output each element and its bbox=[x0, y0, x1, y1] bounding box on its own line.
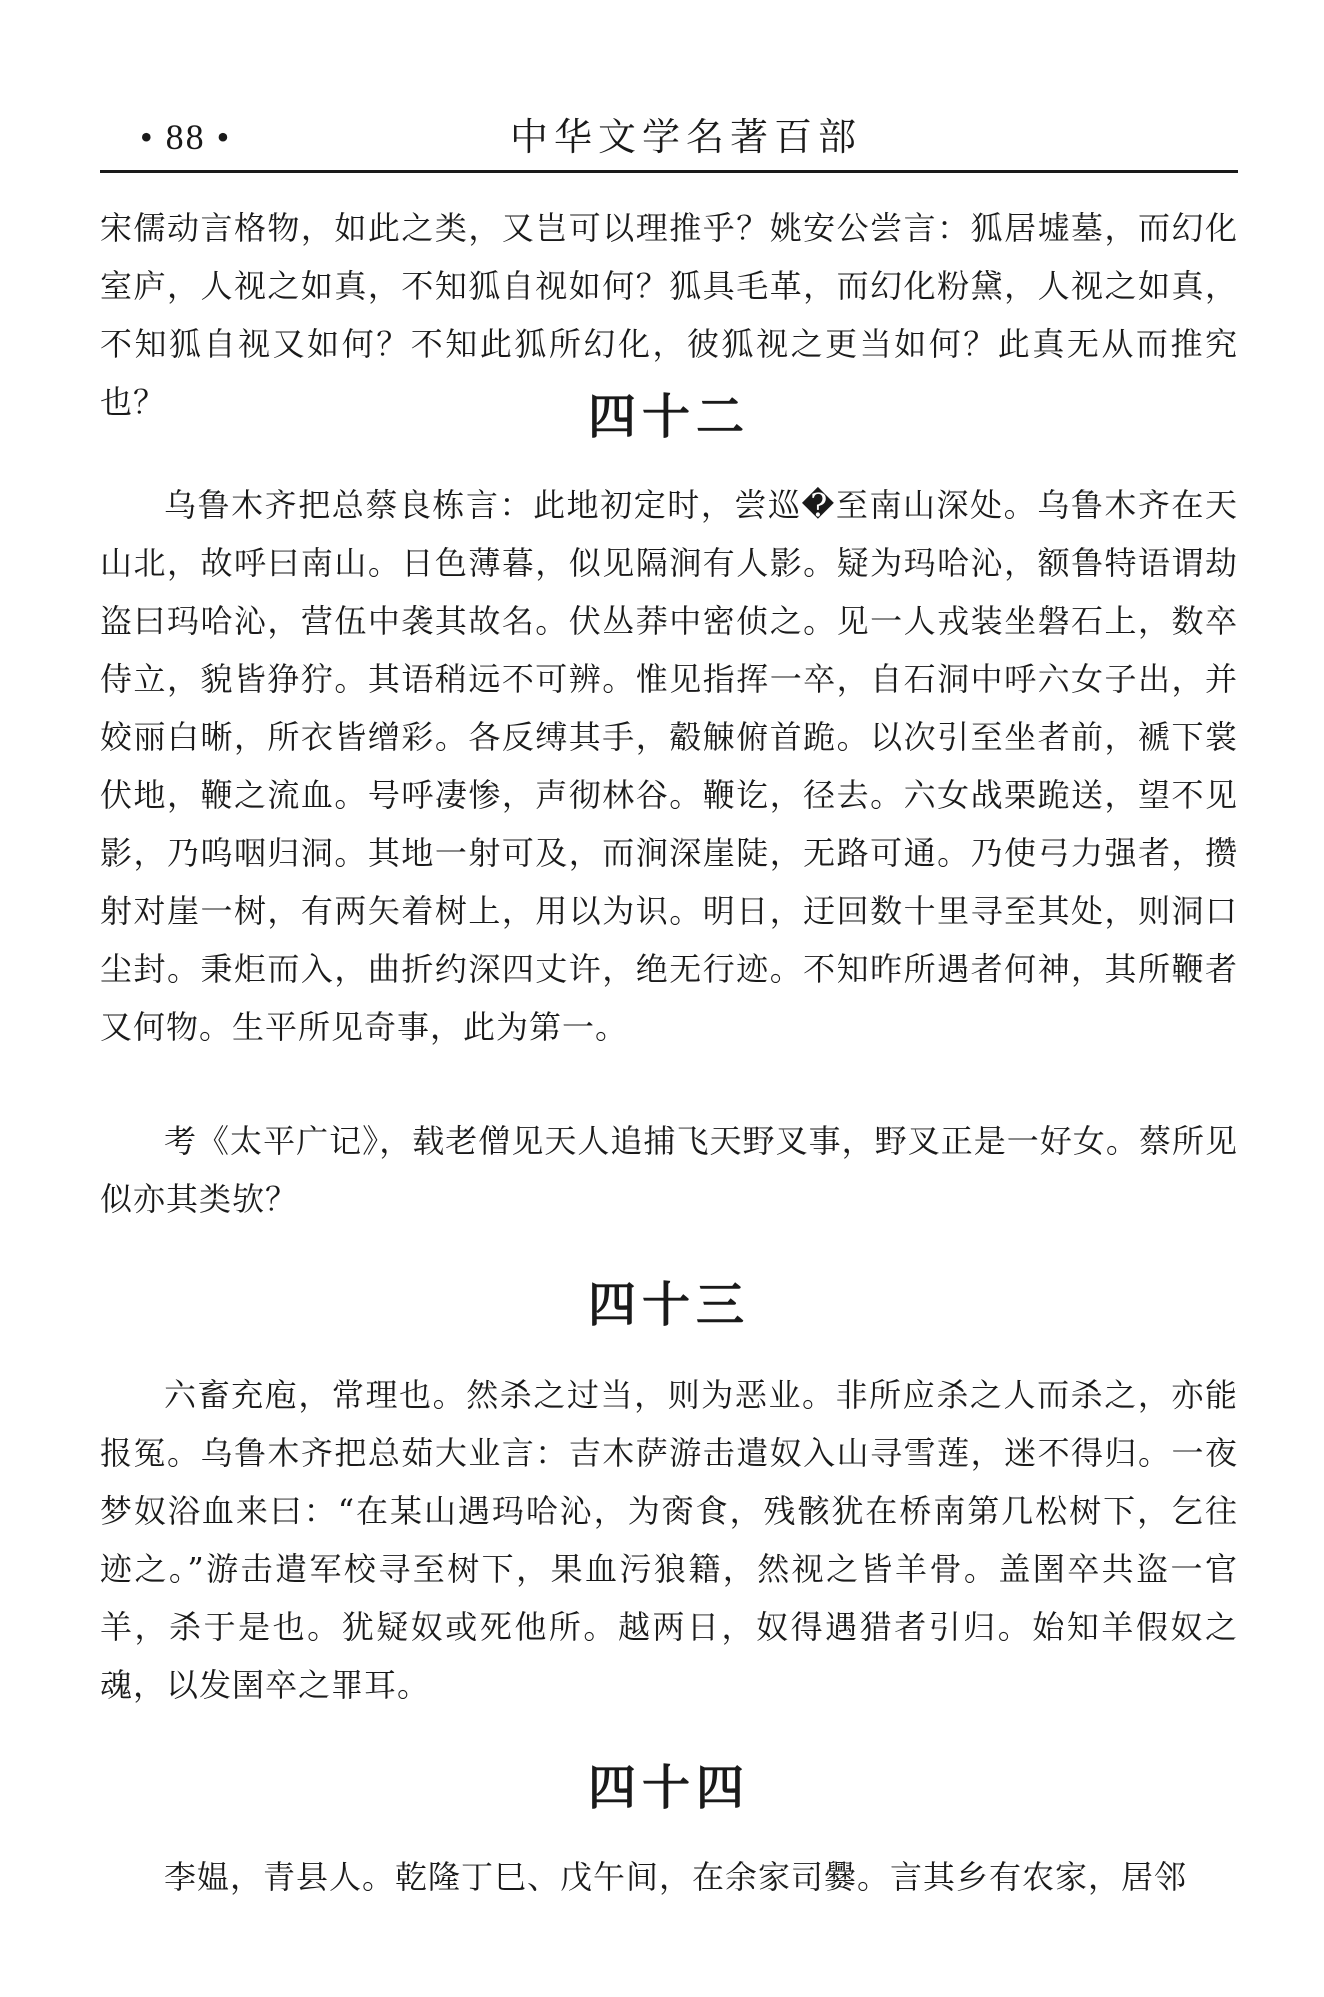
section-heading-44: 四十四 bbox=[587, 1760, 750, 1816]
section-42-paragraph-1: 乌鲁木齐把总蔡良栋言：此地初定时，尝巡�至南山深处。乌鲁木齐在天山北，故呼曰南山。日色薄暮，似见隔涧有人影。疑为玛哈沁，额鲁特语谓劫盗曰玛哈沁，营伍中袭其故名。伏丛莽中密侦之。见一人戎装坐磐石上，数卒侍立，貌皆狰狞。其语稍远不可辨。惟见指挥一卒，自石洞中呼六女子出，并姣丽白晰，所衣皆缯彩。各反缚其手，觳觫俯首跪。以次引至坐者前，褫下裳伏地，鞭之流血。号呼凄惨，声彻林谷。鞭讫，径去。六女战栗跪送，望不见影，乃呜咽归洞。其地一射可及，而涧深崖陡，无路可通。乃使弓力强者，攒射对崖一树，有两矢着树上，用以为识。明日，迂回数十里寻至其处，则洞口尘封。秉炬而入，曲折约深四丈许，绝无行迹。不知昨所遇者何神，其所鞭者又何物。生平所见奇事，此为第一。 bbox=[100, 486, 1238, 1046]
section-42-paragraph-2: 考《太平广记》，载老僧见天人追捕飞天野叉事，野叉正是一好女。蔡所见似亦其类欤？ bbox=[100, 1122, 1238, 1218]
section-heading-42: 四十二 bbox=[587, 389, 750, 445]
intro-paragraph: 宋儒动言格物，如此之类，又岂可以理推乎？姚安公尝言：狐居墟墓，而幻化室庐，人视之如真，不知狐自视如何？狐具毛革，而幻化粉黛，人视之如真，不知狐自视又如何？不知此狐所幻化，彼狐视之更当如何？此真无从而推究也？ bbox=[100, 209, 1238, 421]
running-head bbox=[100, 108, 1238, 170]
book-title: 中华文学名著百部 bbox=[510, 115, 863, 159]
section-heading-43: 四十三 bbox=[587, 1277, 750, 1333]
header-rule bbox=[100, 170, 1238, 173]
section-43-paragraph-1: 六畜充庖，常理也。然杀之过当，则为恶业。非所应杀之人而杀之，亦能报冤。乌鲁木齐把总茹大业言：吉木萨游击遣奴入山寻雪莲，迷不得归。一夜梦奴浴血来曰：“在某山遇玛哈沁，为脔食，残骸犹在桥南第几松树下，乞往迹之。”游击遣军校寻至树下，果血污狼籍，然视之皆羊骨。盖圉卒共盗一官羊，杀于是也。犹疑奴或死他所。越两日，奴得遇猎者引归。始知羊假奴之魂，以发圉卒之罪耳。 bbox=[100, 1376, 1238, 1704]
page-number: • 88 • bbox=[140, 117, 232, 157]
section-44-paragraph-1: 李媪，青县人。乾隆丁巳、戊午间，在余家司爨。言其乡有农家，居邻 bbox=[164, 1858, 1188, 1896]
